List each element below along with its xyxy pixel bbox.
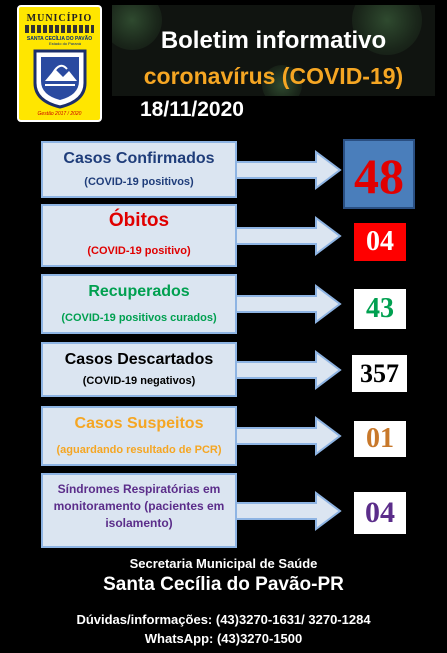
logo-city-name: SANTA CECÍLIA DO PAVÃO	[26, 36, 93, 42]
stat-card	[41, 274, 237, 334]
stat-value: 01	[354, 421, 406, 457]
logo-footer: Gestão 2017 / 2020	[37, 111, 82, 117]
footer-phones: Dúvidas/informações: (43)3270-1631/ 3270-1284	[76, 612, 371, 627]
municipal-logo	[17, 5, 102, 122]
logo-subtitle: Estado do Paraná	[49, 41, 82, 46]
stat-title: Casos Confirmados	[63, 150, 215, 167]
footer-city: Santa Cecília do Pavão-PR	[103, 574, 344, 595]
stat-subtitle: (COVID-19 negativos)	[82, 375, 196, 387]
stat-title: Óbitos	[108, 210, 170, 231]
arrow-right-icon	[236, 350, 342, 390]
stat-value: 48	[343, 139, 415, 209]
stat-title: Casos Descartados	[64, 351, 214, 368]
stat-card	[41, 473, 237, 548]
stat-card	[41, 141, 237, 198]
stat-subtitle: (aguardando resultado de PCR)	[56, 444, 222, 456]
arrow-right-icon	[236, 416, 342, 456]
stat-title: Síndromes Respiratórias em monitoramento (pacientes em isolamento)	[53, 482, 225, 530]
arrow-right-icon	[236, 284, 342, 324]
banner-subtitle: coronavírus (COVID-19)	[143, 63, 404, 89]
banner-title: Boletim informativo	[160, 27, 387, 54]
footer-whatsapp: WhatsApp: (43)3270-1500	[144, 631, 303, 646]
header-banner	[112, 5, 435, 96]
bulletin-date: 18/11/2020	[140, 98, 244, 121]
stat-card	[41, 342, 237, 397]
logo-battlement	[25, 25, 94, 33]
stat-value: 357	[352, 355, 407, 392]
coat-of-arms-icon	[31, 47, 89, 109]
stat-value: 04	[354, 223, 406, 261]
stat-title: Casos Suspeitos	[74, 415, 204, 432]
arrow-right-icon	[236, 491, 342, 531]
stat-card	[41, 204, 237, 267]
stat-subtitle: (COVID-19 positivo)	[87, 245, 191, 257]
stat-title: Recuperados	[88, 283, 190, 300]
stat-value: 43	[354, 289, 406, 329]
arrow-right-icon	[236, 216, 342, 256]
logo-top-text: MUNICÍPIO	[26, 13, 93, 24]
stat-subtitle: (COVID-19 positivos)	[84, 176, 194, 188]
stat-subtitle: (COVID-19 positivos curados)	[61, 312, 217, 324]
footer-department: Secretaria Municipal de Saúde	[129, 556, 318, 571]
stat-card	[41, 406, 237, 466]
stat-value: 04	[354, 492, 406, 534]
arrow-right-icon	[236, 150, 342, 190]
